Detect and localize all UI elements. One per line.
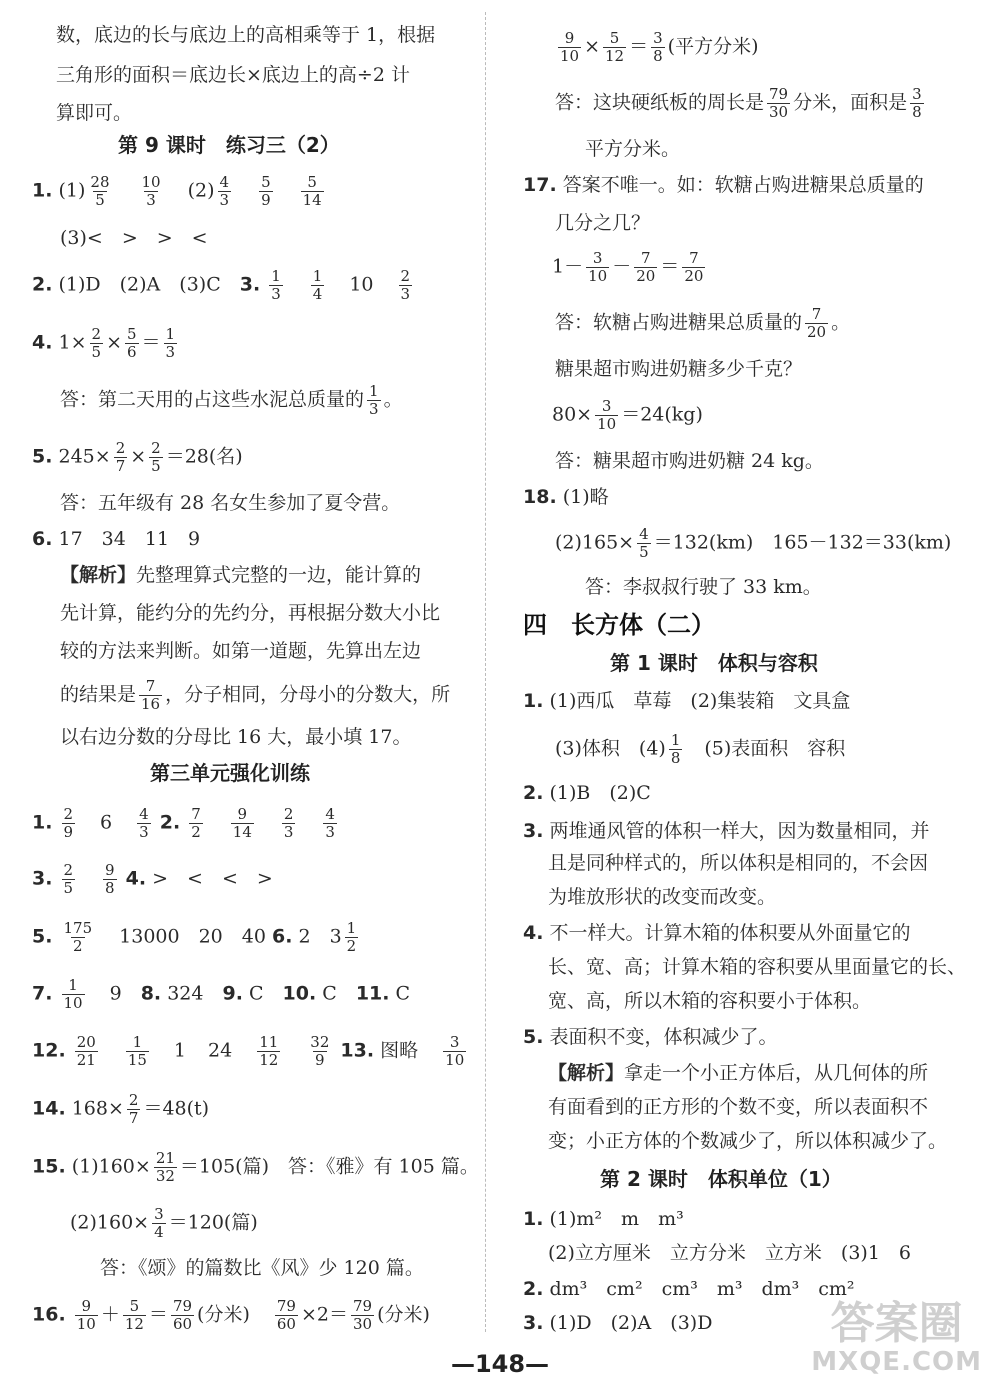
- s3-line-1: 3. 两堆通风管的体积一样大，因为数量相同，并: [523, 820, 930, 842]
- r15-answer: 答：《颂》的篇数比《风》少 120 篇。: [100, 1257, 424, 1279]
- unit-4-title: 四 长方体（二）: [523, 611, 715, 639]
- s3-line-2: 且是同种样式的，所以体积是相同的，不会因: [548, 852, 929, 874]
- q5-answer: 答：五年级有 28 名女生参加了夏令营。: [60, 492, 401, 514]
- r15-line-2: (2)160× $\frac{3}{4}$ ＝120(篇): [70, 1205, 258, 1241]
- s5-analysis-3: 变；小正方体的个数减少了，所以体积减少了。: [548, 1130, 948, 1152]
- q4-answer: 答：第二天用的占这些水泥总质量的 $\frac{1}{3}$ 。: [60, 382, 403, 418]
- r12-line: 12. $\frac{20}{21}$ $\frac{1}{15}$ 1 24 $\frac{11}{12}$ $\frac{32}{9}$ 13. 图略 $\frac{3}{10}$: [32, 1033, 465, 1069]
- q18-answer: 答：李叔叔行驶了 33 km。: [585, 576, 822, 598]
- s2-line: 2. (1)B (2)C: [523, 782, 651, 804]
- q17-answer-2: 答：糖果超市购进奶糖 24 kg。: [555, 450, 824, 472]
- r16-answer-end: 平方分米。: [585, 138, 681, 160]
- lesson-9-heading: 第 9 课时 练习三（2）: [118, 133, 340, 157]
- q1-part3: (3)< > > <: [60, 227, 208, 249]
- intro-line-2: 三角形的面积＝底边长×底边上的高÷2 计: [56, 64, 410, 86]
- r16-answer: 答：这块硬纸板的周长是 $\frac{79}{30}$ 分米，面积是 $\frac{3}{8}$: [555, 85, 922, 121]
- q17-line-1: 17. 答案不唯一。如：软糖占购进糖果总质量的: [523, 174, 924, 196]
- q2-line: 2. (1)D (2)A (3)C 3. $\frac{1}{3}$ $\frac{1}{4}$ 10 $\frac{2}{3}$: [32, 267, 411, 303]
- s4-line-1: 4. 不一样大。计算木箱的体积要从外面量它的: [523, 922, 911, 944]
- u3-line: 3. (1)D (2)A (3)D: [523, 1312, 713, 1334]
- r5-line: 5. $\frac{175}{2}$ 13000 20 40 6. 2 3 $\frac{1}{2}$: [32, 919, 357, 955]
- analysis-1-line-5: 以右边分数的分母比 16 大，最小填 17。: [60, 726, 412, 748]
- r3-line: 3. $\frac{2}{5}$ $\frac{9}{8}$ 4. > < < >: [32, 861, 273, 897]
- u1-line-2: (2)立方厘米 立方分米 立方米 (3)1 6: [548, 1242, 912, 1264]
- r1-line: 1. $\frac{2}{9}$ 6 $\frac{4}{3}$ 2. $\frac{7}{2}$ $\frac{9}{14}$ $\frac{2}{3}$ $\frac{4}{3}$: [32, 805, 335, 841]
- q17-answer-1: 答：软糖占购进糖果总质量的 $\frac{7}{20}$ 。: [555, 305, 851, 341]
- s5-analysis-1: 【解析】拿走一个小正方体后，从几何体的所: [548, 1062, 929, 1084]
- r7-line: 7. $\frac{1}{10}$ 9 8. 324 9. C 10. C 11. C: [32, 976, 411, 1012]
- r16-line: 16. $\frac{9}{10}$ ＋ $\frac{5}{12}$ ＝ $\frac{79}{60}$ (分米) $\frac{79}{60}$ ×2＝ $\frac{79}{30}$ (分米): [32, 1297, 430, 1333]
- q17-calc-2: 80× $\frac{3}{10}$ ＝24(kg): [552, 397, 703, 433]
- q18-calc: (2)165× $\frac{4}{5}$ ＝132(km) 165－132＝33(km): [555, 525, 952, 561]
- column-divider: [485, 12, 486, 1332]
- q6-line: 6. 17 34 11 9: [32, 528, 201, 550]
- s1-line-1: 1. (1)西瓜 草莓 (2)集装箱 文具盒: [523, 690, 851, 712]
- analysis-1-line-1: 【解析】先整理算式完整的一边，能计算的: [60, 564, 422, 586]
- r16-area-line: $\frac{9}{10}$ × $\frac{5}{12}$ ＝ $\frac{3}{8}$ (平方分米): [560, 29, 759, 65]
- s5-analysis-2: 有面看到的正方形的个数不变，所以表面积不: [548, 1096, 929, 1118]
- q18-line-1: 18. (1)略: [523, 486, 609, 508]
- q4-line: 4. 1× $\frac{2}{5}$ × $\frac{5}{6}$ ＝ $\frac{1}{3}$: [32, 325, 176, 361]
- analysis-1-line-4: 的结果是 $\frac{7}{16}$ ，分子相同，分母小的分数大，所: [60, 677, 451, 713]
- q17-line-3: 糖果超市购进奶糖多少千克？: [555, 358, 803, 380]
- s4-line-2: 长、宽、高；计算木箱的容积要从里面量它的长、: [548, 956, 967, 978]
- lesson-2-heading: 第 2 课时 体积单位（1）: [600, 1167, 842, 1191]
- intro-line-1: 数，底边的长与底边上的高相乘等于 1，根据: [56, 24, 436, 46]
- unit-3-training-heading: 第三单元强化训练: [150, 761, 310, 785]
- u1-line-1: 1. (1)m² m m³: [523, 1208, 684, 1230]
- s5-line-1: 5. 表面积不变，体积减少了。: [523, 1026, 778, 1048]
- s3-line-3: 为堆放形状的改变而改变。: [548, 886, 777, 908]
- analysis-1-line-3: 较的方法来判断。如第一道题，先算出左边: [60, 640, 422, 662]
- q17-calc-1: 1－ $\frac{3}{10}$ － $\frac{7}{20}$ ＝ $\frac{7}{20}$: [552, 249, 704, 285]
- q17-line-2: 几分之几？: [555, 212, 651, 234]
- u2-line: 2. dm³ cm² cm³ m³ dm³ cm²: [523, 1278, 855, 1300]
- intro-line-3: 算即可。: [56, 102, 133, 124]
- s1-line-2: (3)体积 (4) $\frac{1}{8}$ (5)表面积 容积: [555, 731, 846, 767]
- page-number: —148—: [450, 1350, 550, 1378]
- s4-line-3: 宽、高，所以木箱的容积要小于体积。: [548, 990, 872, 1012]
- q1-line: 1. (1) $\frac{28}{5}$ $\frac{10}{3}$ (2) $\frac{4}{3}$ $\frac{5}{9}$ $\frac{5}{14}$: [32, 173, 322, 209]
- analysis-1-line-2: 先计算，能约分的先约分，再根据分数大小比: [60, 602, 441, 624]
- r15-line-1: 15. (1)160× $\frac{21}{32}$ ＝105(篇) 答：《雅》有 105 篇。: [32, 1149, 479, 1185]
- watermark-logo: 答案圈 MXQE.COM: [811, 1298, 982, 1377]
- q5-line: 5. 245× $\frac{2}{7}$ × $\frac{2}{5}$ ＝28(名): [32, 439, 243, 475]
- r14-line: 14. 168× $\frac{2}{7}$ ＝48(t): [32, 1091, 210, 1127]
- lesson-1-heading: 第 1 课时 体积与容积: [610, 651, 818, 675]
